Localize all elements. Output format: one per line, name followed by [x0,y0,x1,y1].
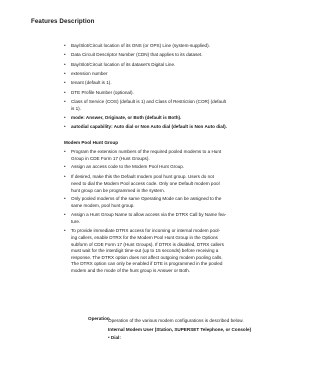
bullet-icon: • [64,61,66,67]
list-item [64,194,296,203]
list-item [64,210,296,219]
bullet-icon: • [64,52,66,58]
operation-block [64,316,296,341]
list-item [64,41,296,50]
list-item-text: autodial capability: Auto dial or Non Auto dial (default is Non Auto dial). [71,124,227,130]
list-item [64,97,296,106]
bullet-icon: • [64,114,66,120]
list-item [64,69,296,78]
bullet-icon: • [64,164,66,170]
list-item-text: Data Circuit Descriptor Number (CDN) that applies to its dataset. [71,52,203,58]
list-item-text: Assign a Hunt Group Name to allow access via the DTRX Call by Name fea- [71,211,227,217]
bullet-icon: • [64,80,66,86]
bullet-icon: • [108,335,111,340]
bullet-icon: • [64,227,66,233]
bullet-icon: • [64,173,66,179]
bullet-icon: • [64,196,66,202]
list-item-continuation: must wait for the interdigit time-out (up to 15 seconds) before receiving a [71,248,219,254]
list-item-continuation: subform of CDE Form 17 (Hunt Groups). If DTRX is disabled, DTRX callers [71,241,224,247]
dial-label-text: Dial: [110,335,121,340]
list-item-text: To provide immediate DTRX access for incoming or internal modem pool- [71,227,221,233]
list-item [64,78,296,87]
list-item-text: tenant (default is 1). [71,80,112,86]
bullet-icon: • [64,89,66,95]
list-item-continuation: Group in CDE Form 17 (Hunt Groups). [71,155,150,161]
list-item [64,113,296,122]
bullet-icon: • [64,148,66,154]
list-item-text: If desired, make this the Default modem pool hunt group. Users do not [71,173,214,179]
bullet-icon: • [64,124,66,130]
list-item [64,60,296,69]
list-item-text: Bay/Slot/Circuit location of its dataset's Digital Line. [71,61,176,67]
operation-subheading: Internal Modem User (Station, SUPERSET Telephone, or Console) [108,327,252,332]
dial-label [64,334,296,341]
list-item-text: Only pooled modems of the same Operating Mode can be assigned to the [71,196,222,202]
list-item [64,147,296,156]
bullet-icon: • [64,99,66,105]
bullet-icon: • [64,71,66,77]
bullet-icon: • [64,43,66,48]
list-item-continuation: modem and the mode of the hunt group is Answer or Both. [71,267,190,273]
bullet-icon: • [64,211,66,217]
page-header: Features Description [31,18,95,25]
operation-intro: Operation of the various modem configurations is described below. [108,318,244,323]
list-item [64,172,296,181]
list-item-continuation: The DTRX option can only be enabled if DTE is programmed in the pooled [71,261,223,267]
list-item [64,162,296,171]
section-heading: Modem Pool Hunt Group [64,139,119,145]
list-item [64,88,296,97]
list-item [64,226,296,235]
list-item-continuation: same modem, pool hunt group. [71,203,135,209]
list-item-continuation: response. The DTRX option does not affect outgoing modem pooling calls. [71,254,223,260]
list-item-continuation: ture. [71,219,81,225]
list-item-text: Program the extension numbers of the required pooled modems to a Hunt [71,148,222,154]
list-item [64,50,296,59]
list-item-continuation: ing callers, enable DTRX for the Modem Pool Hunt Group in the Options [71,235,218,241]
list-item-text: Assign an access code to the Modem Pool Hunt Group. [71,164,185,170]
document-body [64,41,296,274]
list-item-text: DTE Profile Number (optional). [71,89,134,95]
list-item-continuation: hunt group can be programmed in the system. [71,187,165,193]
list-item [64,122,296,131]
list-item-continuation: is 1). [71,106,81,112]
list-item-text: extension number [71,71,108,77]
list-item-text: Bay/Slot/Circuit location of its ONS (or OPS) Line (system-supplied). [71,43,210,48]
operation-label: Operation [88,316,110,321]
list-item-continuation: need to dial the Modem Pool access code. Only one Default modem pool [71,181,220,187]
list-item-text: mode: Answer, Originate, or Both (default is Both). [71,114,182,120]
list-item-text: Class of Service (COS) (default is 1) and Class of Restriction (COR) (default [71,99,226,105]
